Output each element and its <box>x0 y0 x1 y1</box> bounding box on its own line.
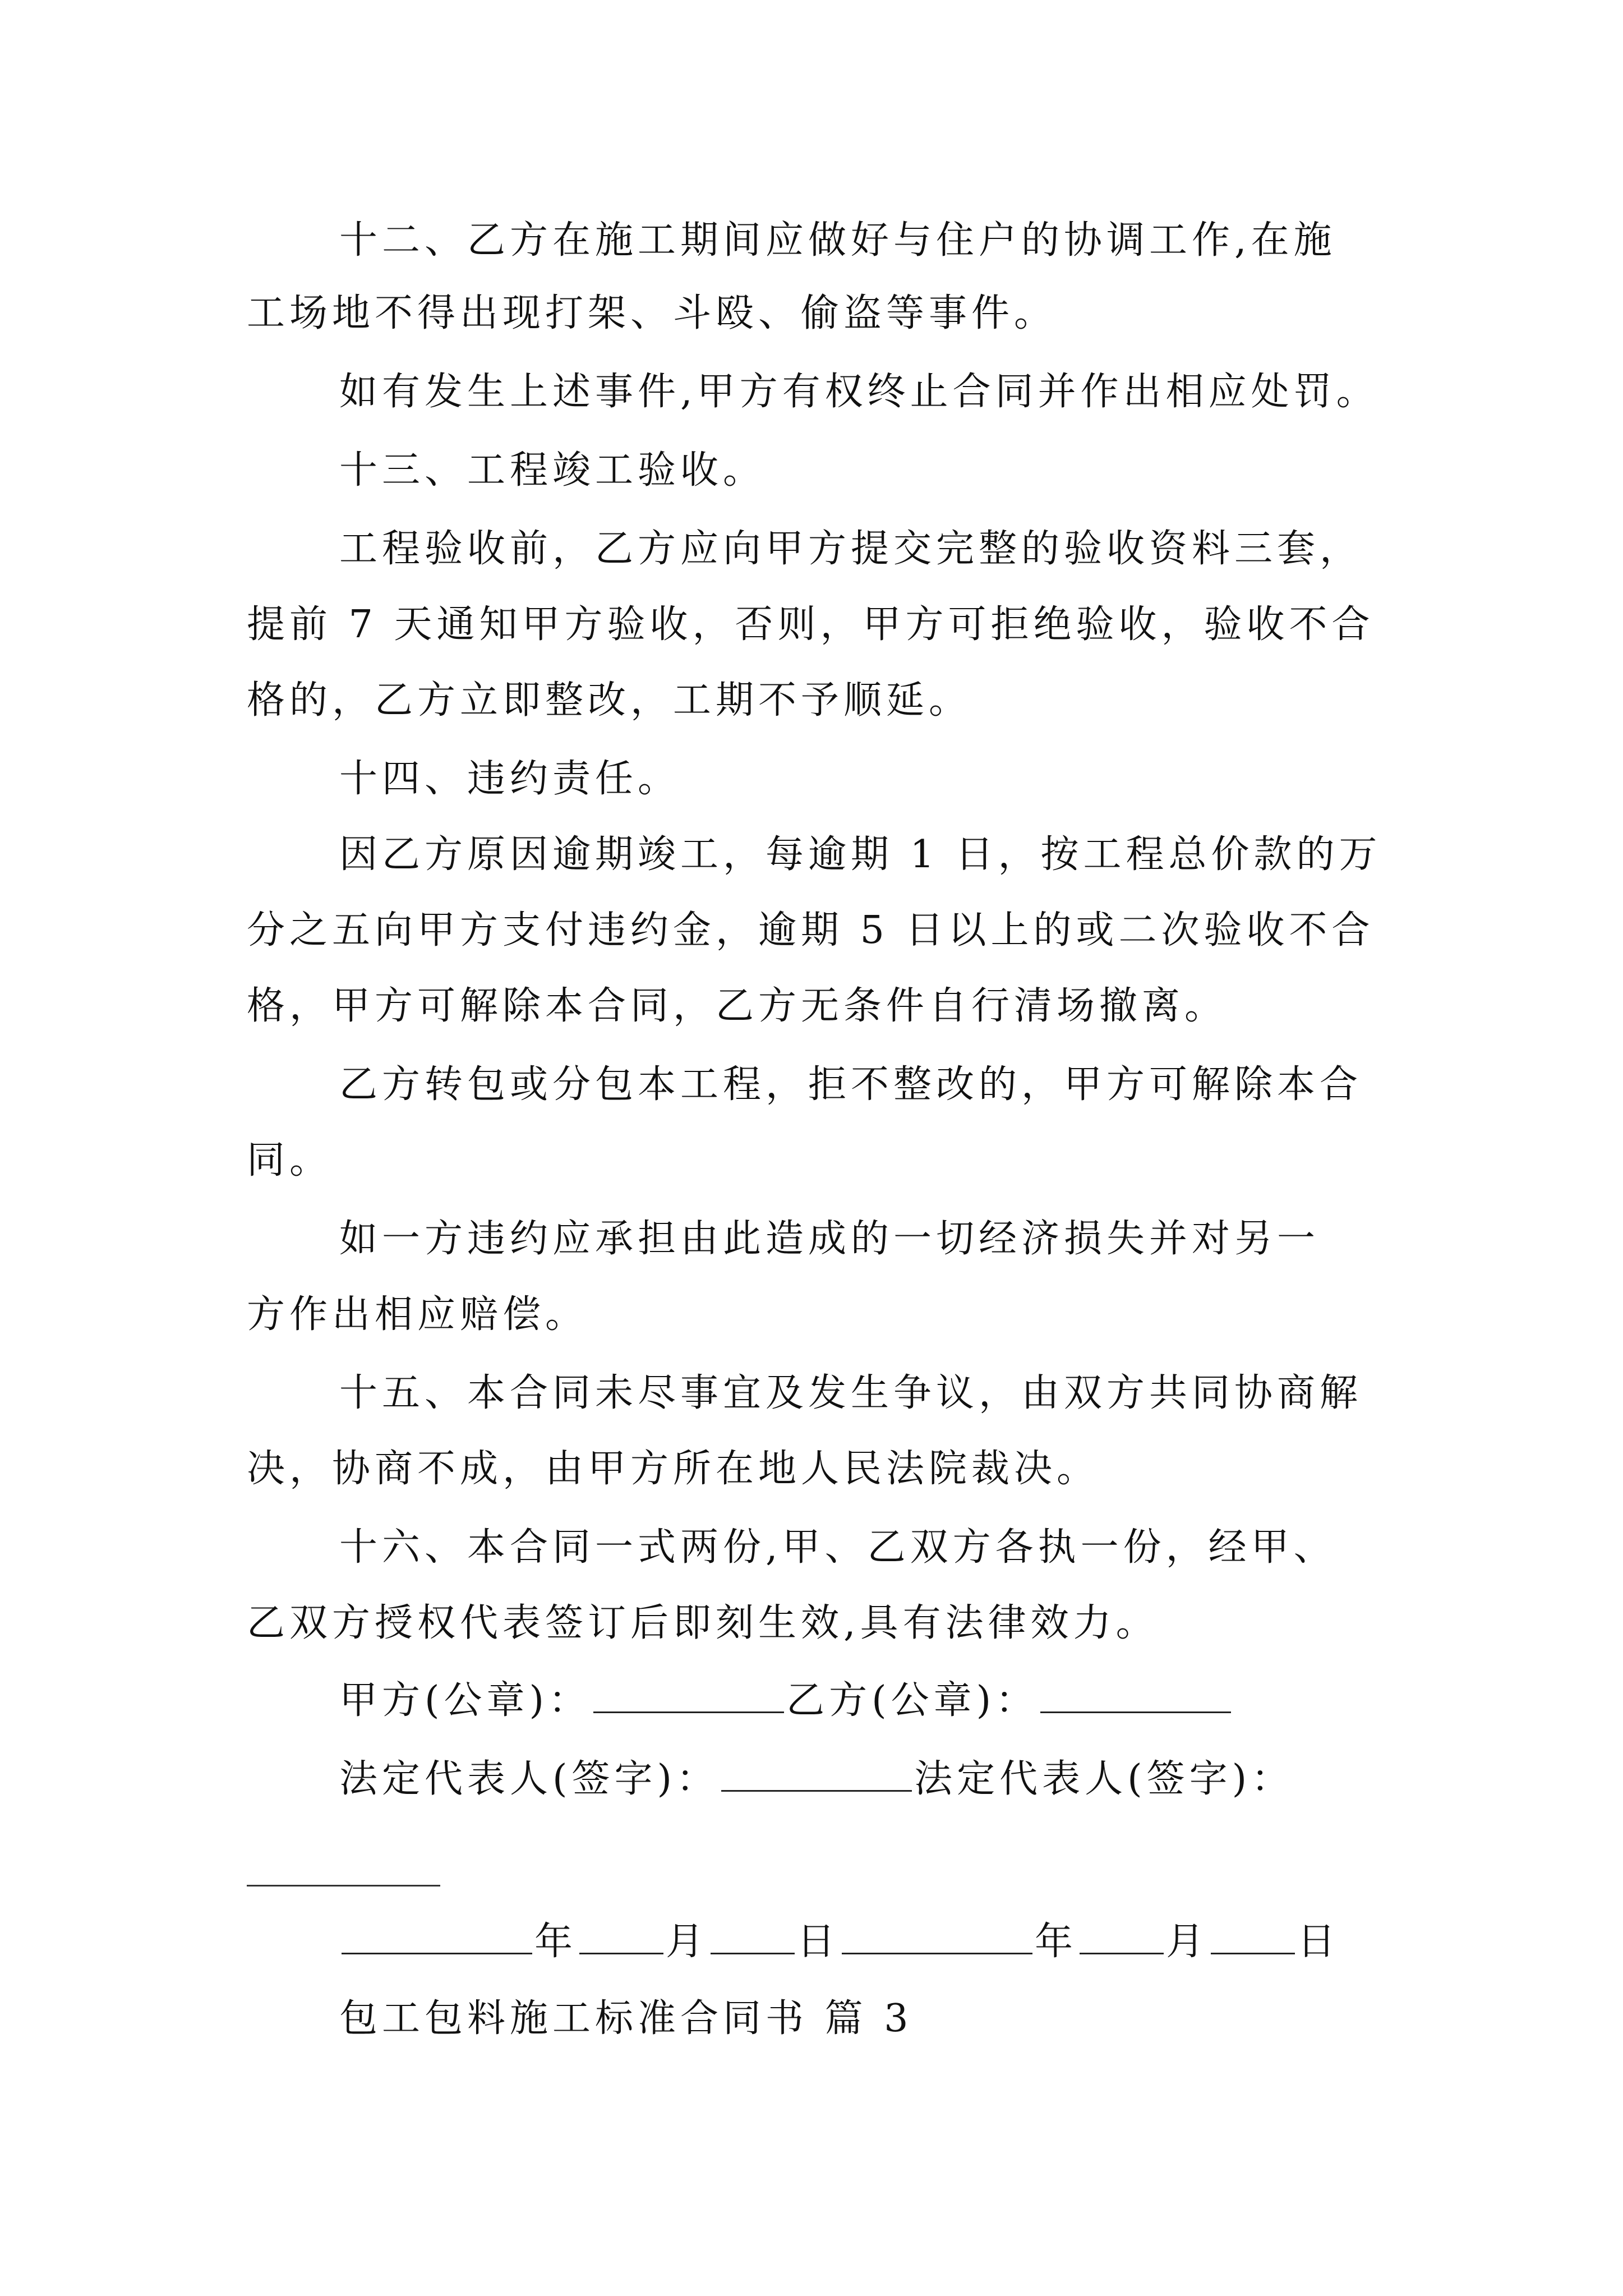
clause-16-line-2: 乙双方授权代表签订后即刻生效,具有法律效力。 <box>247 1601 1159 1645</box>
party-a-seal-blank <box>593 1680 784 1713</box>
clause-13-heading: 十三、工程竣工验收。 <box>339 448 766 493</box>
clause-14-line-2: 分之五向甲方支付违约金，逾期 5 日以上的或二次验收不合 <box>247 908 1375 953</box>
party-b-seal-label: 乙方(公章)： <box>786 1678 1039 1723</box>
party-b-month-blank <box>1080 1921 1164 1954</box>
clause-12-line-1: 十二、乙方在施工期间应做好与住户的协调工作,在施 <box>339 218 1336 263</box>
representative-line <box>339 1757 1294 1801</box>
party-b-year-label: 年 <box>1035 1920 1078 1964</box>
next-section-part: 篇 3 <box>824 1996 913 2041</box>
clause-14-heading: 十四、违约责任。 <box>339 757 681 801</box>
party-a-month-label: 月 <box>666 1920 709 1964</box>
clause-14-paragraph-3-line-1: 如一方违约应承担由此造成的一切经济损失并对另一 <box>339 1217 1320 1261</box>
clause-13-line-2: 提前 7 天通知甲方验收，否则，甲方可拒绝验收，验收不合 <box>247 602 1375 647</box>
clause-15-line-1: 十五、本合同未尽事宜及发生争议，由双方共同协商解 <box>339 1371 1363 1415</box>
party-a-day-label: 日 <box>797 1920 840 1964</box>
clause-14-paragraph-3-line-2: 方作出相应赔偿。 <box>247 1292 588 1337</box>
party-a-representative-blank <box>721 1759 912 1792</box>
party-b-representative-blank <box>247 1885 440 1887</box>
party-b-month-label: 月 <box>1166 1920 1209 1964</box>
clause-13-line-3: 格的，乙方立即整改，工期不予顺延。 <box>247 678 972 723</box>
party-a-year-blank <box>342 1921 532 1954</box>
clause-14-paragraph-2-line-2: 同。 <box>247 1138 333 1182</box>
clause-14-line-3: 格，甲方可解除本合同，乙方无条件自行清场撤离。 <box>247 984 1228 1028</box>
party-b-representative-label: 法定代表人(签字)： <box>914 1757 1294 1801</box>
seal-line <box>339 1678 1233 1723</box>
party-b-day-label: 日 <box>1297 1920 1340 1964</box>
party-a-representative-label: 法定代表人(签字)： <box>339 1757 720 1801</box>
clause-12-line-2: 工场地不得出现打架、斗殴、偷盗等事件。 <box>247 291 1057 335</box>
party-b-seal-blank <box>1040 1680 1231 1713</box>
date-line <box>339 1920 1340 1964</box>
party-a-year-label: 年 <box>534 1920 578 1964</box>
clause-13-line-1: 工程验收前，乙方应向甲方提交完整的验收资料三套， <box>339 527 1363 571</box>
clause-16-line-1: 十六、本合同一式两份,甲、乙双方各执一份，经甲、 <box>339 1525 1336 1570</box>
party-b-year-blank <box>842 1921 1032 1954</box>
next-section-title: 包工包料施工标准合同书 <box>339 1996 809 2041</box>
clause-14-line-1: 因乙方原因逾期竣工，每逾期 1 日，按工程总价款的万 <box>339 832 1382 877</box>
party-a-day-blank <box>711 1921 795 1954</box>
party-b-day-blank <box>1211 1921 1295 1954</box>
clause-14-paragraph-2-line-1: 乙方转包或分包本工程，拒不整改的，甲方可解除本合 <box>339 1062 1363 1107</box>
clause-15-line-2: 决，协商不成，由甲方所在地人民法院裁决。 <box>247 1447 1100 1491</box>
party-a-month-blank <box>579 1921 663 1954</box>
party-a-seal-label: 甲方(公章)： <box>339 1678 592 1723</box>
clause-12-paragraph-2: 如有发生上述事件,甲方有权终止合同并作出相应处罚。 <box>339 370 1379 414</box>
next-section-heading <box>339 1996 913 2041</box>
